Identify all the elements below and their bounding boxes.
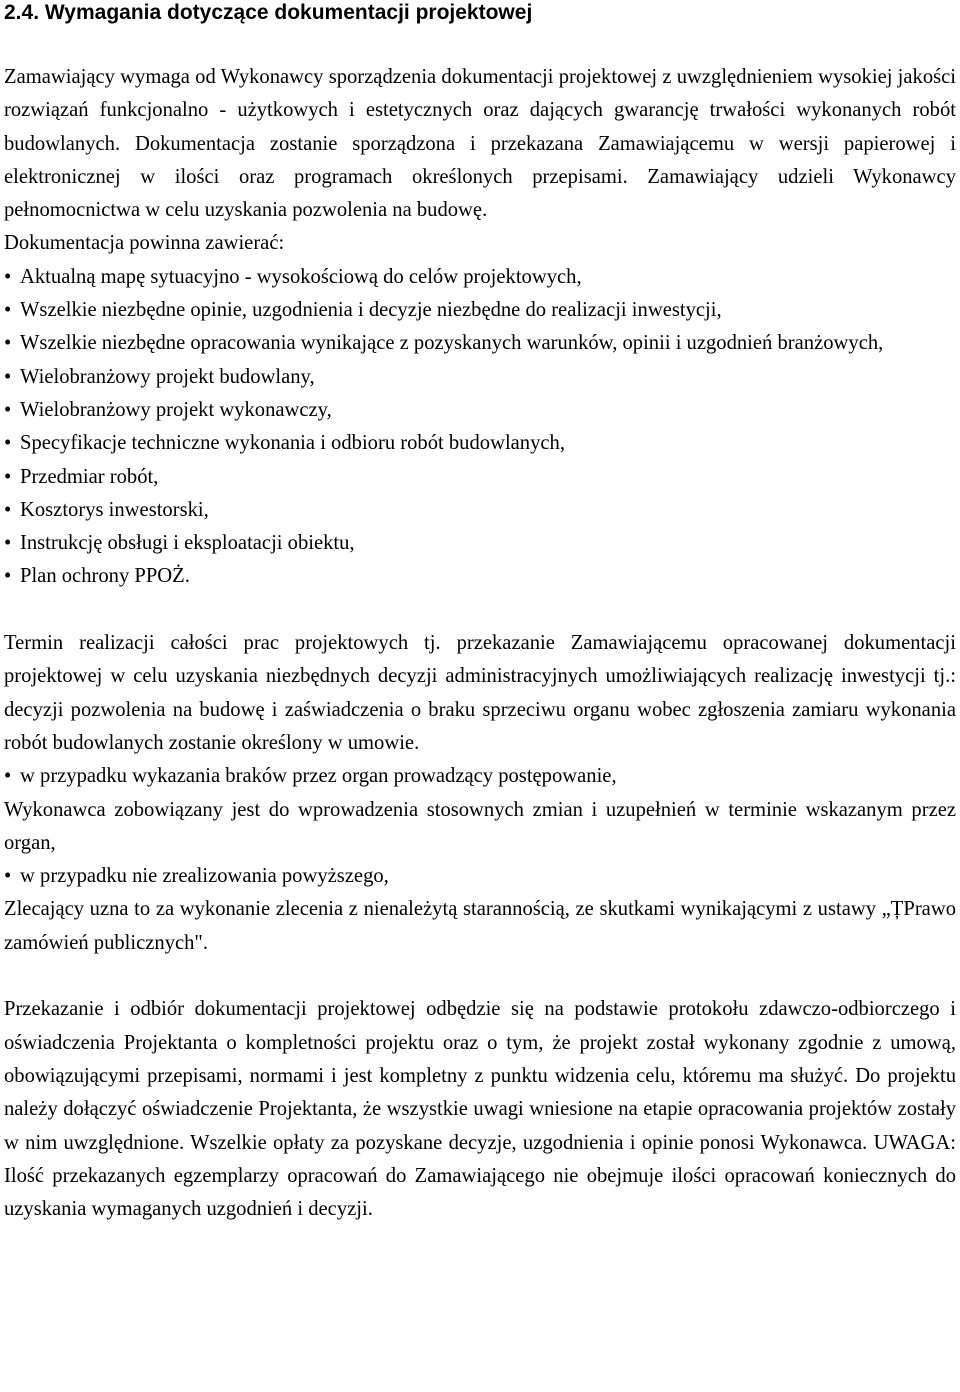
case1-paragraph: Wykonawca zobowiązany jest do wprowadzenia stosownych zmian i uzupełnień w terminie wskazanym przez organ, bbox=[4, 798, 956, 854]
intro-paragraph: Zamawiający wymaga od Wykonawcy sporządzenia dokumentacji projektowej z uwzględnieniem wysokiej jakości rozwiązań funkcjonalno - użytkowych i estetycznych oraz dających gwarancję trwałości wykonanych robót budowlanych. Dokumentacja zostanie sporządzona i przekazana Zamawiającemu w wersji papierowej i elektronicznej w ilości oraz programach określonych przepisami. Zamawiający udzieli Wykonawcy pełnomocnictwa w celu uzyskania pozwolenia na budowę. bbox=[4, 66, 956, 222]
list-item: • Wielobranżowy projekt budowlany, bbox=[4, 361, 956, 394]
case2-paragraph: Zlecający uzna to za wykonanie zlecenia z nienależytą starannością, ze skutkami wynikającymi z ustawy „ȚPrawo zamówień publicznych". bbox=[4, 898, 956, 954]
term-paragraph: Termin realizacji całości prac projektowych tj. przekazanie Zamawiającemu opracowanej dokumentacji projektowej w celu uzyskania niezbędnych decyzji administracyjnych umożliwiających realizację inwestycji tj.: decyzji pozwolenia na budowę i zaświadczenia o braku sprzeciwu organu wobec zgłoszenia zamiaru wykonania robót budowlanych zostanie określony w umowie. bbox=[4, 632, 956, 754]
document-page bbox=[4, 0, 956, 1226]
spacer bbox=[4, 594, 956, 627]
bullet-icon: • bbox=[4, 565, 12, 588]
case-list-1 bbox=[4, 760, 956, 793]
bullet-icon: • bbox=[4, 498, 12, 521]
bullet-icon: • bbox=[4, 765, 12, 788]
list-item: • Przedmiar robót, bbox=[4, 461, 956, 494]
list-item: • Plan ochrony PPOŻ. bbox=[4, 560, 956, 593]
list-item: • w przypadku wykazania braków przez organ prowadzący postępowanie, bbox=[4, 760, 956, 793]
case-list-2 bbox=[4, 860, 956, 893]
spacer bbox=[4, 26, 956, 61]
list-intro: Dokumentacja powinna zawierać: bbox=[4, 232, 285, 255]
bullet-icon: • bbox=[4, 299, 12, 322]
list-item: • w przypadku nie zrealizowania powyższego, bbox=[4, 860, 956, 893]
bullet-icon: • bbox=[4, 332, 12, 355]
spacer bbox=[4, 960, 956, 993]
section-heading: 2.4. Wymagania dotyczące dokumentacji projektowej bbox=[4, 1, 533, 24]
list-item: • Aktualną mapę sytuacyjno - wysokościową do celów projektowych, bbox=[4, 261, 956, 294]
bullet-icon: • bbox=[4, 865, 12, 888]
bullet-icon: • bbox=[4, 532, 12, 555]
requirements-list bbox=[4, 261, 956, 594]
list-item: • Wszelkie niezbędne opracowania wynikające z pozyskanych warunków, opinii i uzgodnień branżowych, bbox=[4, 327, 956, 360]
list-item: • Wielobranżowy projekt wykonawczy, bbox=[4, 394, 956, 427]
list-item: • Specyfikacje techniczne wykonania i odbioru robót budowlanych, bbox=[4, 427, 956, 460]
bullet-icon: • bbox=[4, 365, 12, 388]
bullet-icon: • bbox=[4, 432, 12, 455]
bullet-icon: • bbox=[4, 398, 12, 421]
bullet-icon: • bbox=[4, 465, 12, 488]
bullet-icon: • bbox=[4, 265, 12, 288]
list-item: • Instrukcję obsługi i eksploatacji obiektu, bbox=[4, 527, 956, 560]
handover-paragraph: Przekazanie i odbiór dokumentacji projektowej odbędzie się na podstawie protokołu zdawczo-odbiorczego i oświadczenia Projektanta o kompletności projektu oraz o tym, że projekt został wykonany zgodnie z umową, obowiązującymi przepisami, normami i jest kompletny z punktu widzenia celu, któremu ma służyć. Do projektu należy dołączyć oświadczenie Projektanta, że wszystkie uwagi wniesione na etapie opracowania projektów zostały w nim uwzględnione. Wszelkie opłaty za pozyskane decyzje, uzgodnienia i opinie ponosi Wykonawca. UWAGA: Ilość przekazanych egzemplarzy opracowań do Zamawiającego nie obejmuje ilości opracowań koniecznych do uzyskania wymaganych uzgodnień i decyzji. bbox=[4, 998, 956, 1221]
list-item: • Kosztorys inwestorski, bbox=[4, 494, 956, 527]
list-item: • Wszelkie niezbędne opinie, uzgodnienia i decyzje niezbędne do realizacji inwestycji, bbox=[4, 294, 956, 327]
